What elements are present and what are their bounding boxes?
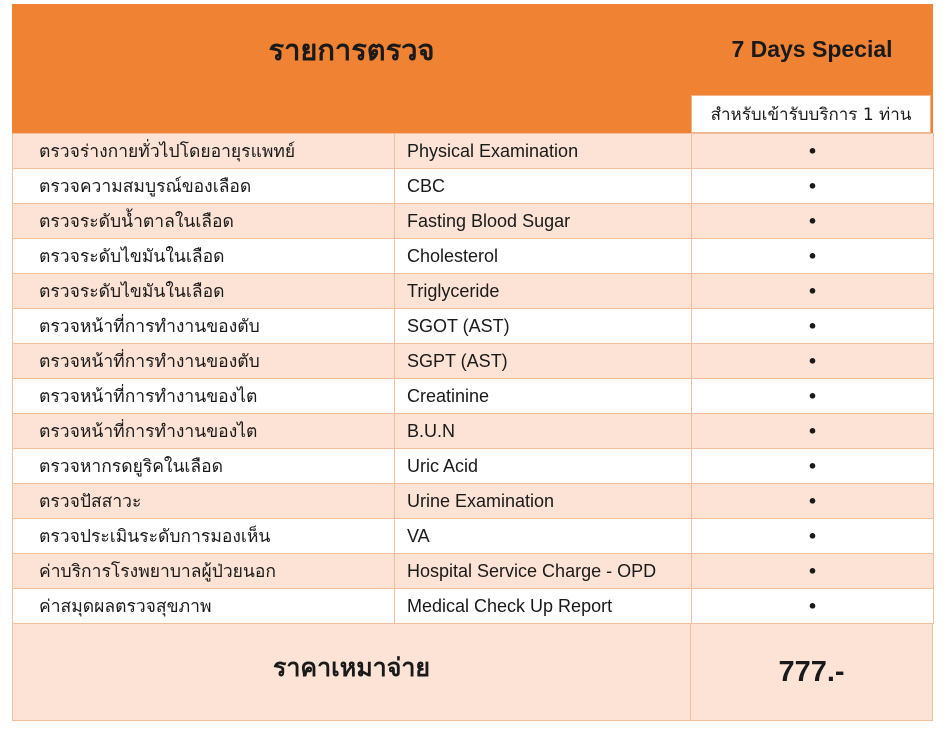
table-row [13,274,934,309]
item-thai-name: ตรวจหน้าที่การทำงานของตับ [13,309,395,344]
table-subheader [12,95,933,133]
table-row [13,239,934,274]
item-thai-name: ค่าบริการโรงพยาบาลผู้ป่วยนอก [13,554,395,589]
package-price-label: ราคาเหมาจ่าย [13,624,691,720]
item-english-name: Cholesterol [395,239,692,274]
item-english-name: Triglyceride [395,274,692,309]
table-row [13,134,934,169]
table-footer [12,624,933,721]
item-included-mark: • [692,274,934,309]
checkup-items-body [13,134,934,624]
item-included-mark: • [692,414,934,449]
subheader-spacer [12,95,691,133]
item-thai-name: ตรวจประเมินระดับการมองเห็น [13,519,395,554]
table-row [13,449,934,484]
item-thai-name: ตรวจระดับน้ำตาลในเลือด [13,204,395,239]
item-english-name: CBC [395,169,692,204]
checkup-list-title: รายการตรวจ [268,32,435,67]
table-row [13,379,934,414]
item-included-mark: • [692,589,934,624]
item-thai-name: ตรวจระดับไขมันในเลือด [13,239,395,274]
item-thai-name: ตรวจหน้าที่การทำงานของไต [13,414,395,449]
table-row [13,344,934,379]
table-row [13,414,934,449]
table-row [13,519,934,554]
item-included-mark: • [692,484,934,519]
item-english-name: Urine Examination [395,484,692,519]
item-thai-name: ตรวจปัสสาวะ [13,484,395,519]
item-english-name: Fasting Blood Sugar [395,204,692,239]
price-table [12,4,933,721]
item-english-name: Uric Acid [395,449,692,484]
package-subtitle: สำหรับเข้ารับบริการ 1 ท่าน [691,95,931,133]
table-row [13,554,934,589]
item-thai-name: ตรวจความสมบูรณ์ของเลือด [13,169,395,204]
table-header [12,4,933,95]
table-row [13,589,934,624]
item-thai-name: ตรวจหากรดยูริคในเลือด [13,449,395,484]
item-english-name: SGPT (AST) [395,344,692,379]
item-thai-name: ตรวจหน้าที่การทำงานของตับ [13,344,395,379]
item-included-mark: • [692,169,934,204]
item-included-mark: • [692,309,934,344]
item-thai-name: ตรวจหน้าที่การทำงานของไต [13,379,395,414]
item-english-name: Creatinine [395,379,692,414]
table-row [13,204,934,239]
item-thai-name: ตรวจระดับไขมันในเลือด [13,274,395,309]
item-included-mark: • [692,344,934,379]
item-included-mark: • [692,449,934,484]
item-thai-name: ตรวจร่างกายทั่วไปโดยอายุรแพทย์ [13,134,395,169]
item-english-name: VA [395,519,692,554]
item-thai-name: ค่าสมุดผลตรวจสุขภาพ [13,589,395,624]
item-included-mark: • [692,379,934,414]
item-english-name: B.U.N [395,414,692,449]
item-included-mark: • [692,519,934,554]
item-english-name: Medical Check Up Report [395,589,692,624]
package-price: 777.- [778,655,845,688]
table-row [13,309,934,344]
item-english-name: SGOT (AST) [395,309,692,344]
table-row [13,169,934,204]
item-included-mark: • [692,554,934,589]
item-english-name: Physical Examination [395,134,692,169]
checkup-items-table [12,133,934,624]
package-name: 7 Days Special [731,36,893,62]
item-included-mark: • [692,134,934,169]
item-included-mark: • [692,239,934,274]
table-row [13,484,934,519]
item-english-name: Hospital Service Charge - OPD [395,554,692,589]
item-included-mark: • [692,204,934,239]
